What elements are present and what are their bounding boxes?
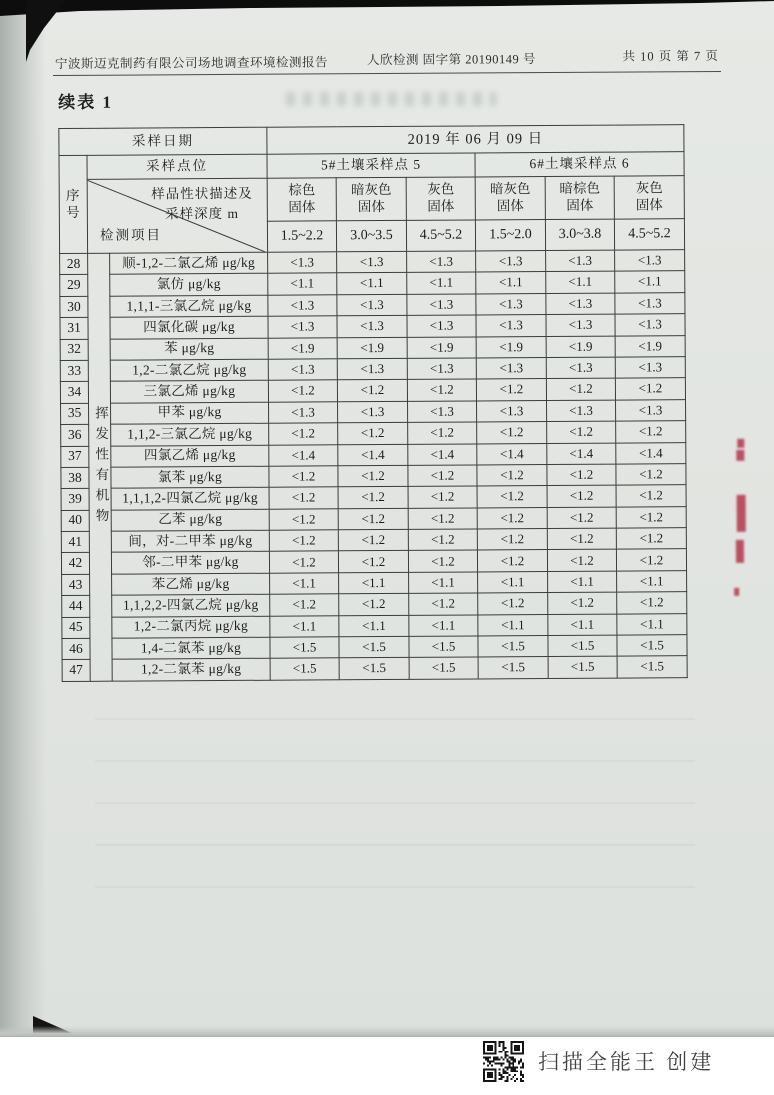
item-name-cell: 氯苯 μg/kg xyxy=(111,466,269,488)
corner-bottom-label: 检测项目 xyxy=(99,227,163,243)
result-value-cell: <1.4 xyxy=(477,443,547,465)
category-cell: 挥发性有机物 xyxy=(88,253,113,681)
row-number-cell: 28 xyxy=(60,253,88,275)
result-value-cell: <1.2 xyxy=(547,528,616,550)
result-value-cell: <1.2 xyxy=(338,422,408,444)
sampling-point-label-cell: 采样点位 xyxy=(87,154,267,179)
sample-depth-cell: 1.5~2.0 xyxy=(475,220,545,251)
page-count-text: 共 10 页 第 7 页 xyxy=(622,48,719,64)
result-value-cell: <1.2 xyxy=(547,464,616,486)
sampling-date-label-cell: 采样日期 xyxy=(59,127,267,155)
result-value-cell: <1.1 xyxy=(476,272,546,294)
result-value-cell: <1.1 xyxy=(546,271,615,293)
result-value-cell: <1.5 xyxy=(617,635,687,657)
result-value-cell: <1.1 xyxy=(339,615,409,637)
result-value-cell: <1.1 xyxy=(409,615,478,637)
result-value-cell: <1.1 xyxy=(270,573,339,595)
result-value-cell: <1.3 xyxy=(337,294,407,316)
result-value-cell: <1.2 xyxy=(408,422,477,444)
sample-depth-cell: 4.5~5.2 xyxy=(614,219,684,250)
item-name-cell: 甲苯 μg/kg xyxy=(111,402,269,424)
result-value-cell: <1.1 xyxy=(270,615,339,637)
result-value-cell: <1.2 xyxy=(269,530,338,552)
result-value-cell: <1.3 xyxy=(546,357,615,379)
corner-top-label xyxy=(151,184,253,225)
result-value-cell: <1.2 xyxy=(408,508,477,530)
point-group-6-cell: 6#土壤采样点 6 xyxy=(475,152,684,177)
sample-depth-cell: 3.0~3.5 xyxy=(336,220,406,251)
result-value-cell: <1.5 xyxy=(270,658,339,680)
item-name-cell: 1,2-二氯苯 μg/kg xyxy=(112,659,270,681)
result-value-cell: <1.3 xyxy=(337,316,407,338)
result-value-cell: <1.5 xyxy=(478,657,548,679)
item-name-cell: 三氯乙烯 μg/kg xyxy=(110,381,268,403)
result-value-cell: <1.4 xyxy=(269,444,338,466)
result-value-cell: <1.3 xyxy=(546,250,615,272)
result-value-cell: <1.2 xyxy=(547,485,616,507)
sample-description-cell: 灰色 固体 xyxy=(406,177,475,220)
result-value-cell: <1.3 xyxy=(616,399,686,421)
item-name-cell: 苯乙烯 μg/kg xyxy=(112,573,270,595)
result-value-cell: <1.2 xyxy=(408,486,477,508)
sample-depth-cell: 1.5~2.2 xyxy=(267,221,336,252)
item-name-cell: 1,2-二氯丙烷 μg/kg xyxy=(112,616,270,638)
row-number-cell: 30 xyxy=(60,296,88,318)
result-value-cell: <1.3 xyxy=(268,359,337,381)
result-value-cell: <1.9 xyxy=(476,336,546,358)
result-value-cell: <1.9 xyxy=(268,337,337,359)
table-row xyxy=(62,656,687,681)
result-value-cell: <1.1 xyxy=(617,571,687,593)
result-value-cell: <1.4 xyxy=(616,442,686,464)
result-value-cell: <1.2 xyxy=(269,423,338,445)
item-name-cell: 乙苯 μg/kg xyxy=(111,509,269,531)
row-number-cell: 40 xyxy=(61,510,89,532)
row-number-cell: 42 xyxy=(61,553,89,575)
result-value-cell: <1.4 xyxy=(408,443,477,465)
result-value-cell: <1.1 xyxy=(617,613,687,635)
result-value-cell: <1.3 xyxy=(476,251,546,273)
result-value-cell: <1.3 xyxy=(268,295,337,317)
row-number-cell: 37 xyxy=(61,446,89,468)
row-number-cell: 43 xyxy=(62,574,90,596)
result-value-cell: <1.2 xyxy=(616,464,686,486)
row-number-cell: 41 xyxy=(61,531,89,553)
row-number-cell: 33 xyxy=(60,360,88,382)
result-value-cell: <1.3 xyxy=(615,357,685,379)
result-value-cell: <1.2 xyxy=(338,529,408,551)
result-value-cell: <1.2 xyxy=(338,551,408,573)
result-value-cell: <1.3 xyxy=(546,293,615,315)
result-value-cell: <1.2 xyxy=(547,550,616,572)
result-value-cell: <1.2 xyxy=(338,508,408,530)
item-name-cell: 氯仿 μg/kg xyxy=(110,274,268,296)
result-value-cell: <1.3 xyxy=(338,401,408,423)
result-value-cell: <1.2 xyxy=(339,594,409,616)
result-value-cell: <1.5 xyxy=(548,657,617,679)
result-value-cell: <1.9 xyxy=(546,336,615,358)
sample-description-cell: 暗棕色 固体 xyxy=(545,176,614,219)
scanner-footer xyxy=(0,1037,774,1095)
result-value-cell: <1.2 xyxy=(616,549,686,571)
sampling-date-value-cell: 2019 年 06 月 09 日 xyxy=(267,125,684,155)
result-value-cell: <1.1 xyxy=(548,614,617,636)
result-value-cell: <1.2 xyxy=(268,380,337,402)
item-name-cell: 间，对-二甲苯 μg/kg xyxy=(111,530,269,552)
item-name-cell: 顺-1,2-二氯乙烯 μg/kg xyxy=(110,252,268,274)
sampling-date-row xyxy=(59,125,684,156)
result-value-cell: <1.1 xyxy=(268,273,337,295)
row-number-cell: 35 xyxy=(61,403,89,425)
result-value-cell: <1.2 xyxy=(616,528,686,550)
result-value-cell: <1.2 xyxy=(616,506,686,528)
red-stamp-fragment xyxy=(736,450,744,461)
result-value-cell: <1.2 xyxy=(408,529,477,551)
item-name-cell: 1,1,2-三氯乙烷 μg/kg xyxy=(111,423,269,445)
sample-description-cell: 灰色 固体 xyxy=(614,176,684,219)
result-value-cell: <1.2 xyxy=(338,487,408,509)
result-value-cell: <1.3 xyxy=(337,251,407,273)
result-value-cell: <1.4 xyxy=(338,444,408,466)
item-name-cell: 四氯化碳 μg/kg xyxy=(110,316,268,338)
result-value-cell: <1.3 xyxy=(615,292,685,314)
result-value-cell: <1.2 xyxy=(615,378,685,400)
result-value-cell: <1.3 xyxy=(476,357,546,379)
result-value-cell: <1.3 xyxy=(615,314,685,336)
result-value-cell: <1.5 xyxy=(548,635,617,657)
result-value-cell: <1.5 xyxy=(617,656,687,678)
result-value-cell: <1.1 xyxy=(407,272,476,294)
item-name-cell: 1,4-二氯苯 μg/kg xyxy=(112,637,270,659)
row-number-cell: 45 xyxy=(62,617,90,639)
result-value-cell: <1.3 xyxy=(407,294,476,316)
result-value-cell: <1.1 xyxy=(548,571,617,593)
item-name-cell: 苯 μg/kg xyxy=(110,338,268,360)
seq-header-cell: 序 号 xyxy=(59,155,88,253)
row-number-cell: 46 xyxy=(62,638,90,660)
result-value-cell: <1.3 xyxy=(477,400,547,422)
result-value-cell: <1.3 xyxy=(268,252,337,274)
diagonal-header-cell xyxy=(87,178,267,253)
result-value-cell: <1.9 xyxy=(407,337,476,359)
row-number-cell: 32 xyxy=(60,339,88,361)
result-value-cell: <1.1 xyxy=(478,571,548,593)
result-value-cell: <1.2 xyxy=(409,593,478,615)
result-value-cell: <1.3 xyxy=(268,316,337,338)
point-group-5-cell: 5#土壤采样点 5 xyxy=(267,153,475,178)
result-value-cell: <1.1 xyxy=(615,271,685,293)
item-name-cell: 1,1,2,2-四氯乙烷 μg/kg xyxy=(112,594,270,616)
result-value-cell: <1.3 xyxy=(407,315,476,337)
result-value-cell: <1.2 xyxy=(547,507,616,529)
result-value-cell: <1.2 xyxy=(548,592,617,614)
result-value-cell: <1.5 xyxy=(339,658,409,680)
result-value-cell: <1.5 xyxy=(409,657,478,679)
item-name-cell: 1,2-二氯乙烷 μg/kg xyxy=(110,359,268,381)
result-value-cell: <1.2 xyxy=(477,550,547,572)
result-value-cell: <1.3 xyxy=(407,358,476,380)
row-number-cell: 36 xyxy=(61,424,89,446)
running-header xyxy=(53,48,721,72)
result-value-cell: <1.5 xyxy=(478,636,548,658)
report-number-text: 人欣检测 固字第 20190149 号 xyxy=(366,52,536,68)
result-value-cell: <1.2 xyxy=(477,529,547,551)
result-value-cell: <1.2 xyxy=(478,593,548,615)
red-stamp-fragment xyxy=(734,588,739,596)
result-value-cell: <1.4 xyxy=(547,443,616,465)
sample-description-row xyxy=(59,176,684,223)
result-value-cell: <1.2 xyxy=(269,551,338,573)
result-value-cell: <1.2 xyxy=(477,422,547,444)
result-value-cell: <1.2 xyxy=(338,465,408,487)
sample-description-cell: 棕色 固体 xyxy=(267,178,336,221)
result-value-cell: <1.2 xyxy=(546,378,615,400)
sample-depth-cell: 3.0~3.8 xyxy=(545,219,614,250)
scanner-app-label: 扫描全能王 创建 xyxy=(538,1050,715,1074)
results-tbody xyxy=(59,125,687,682)
result-value-cell: <1.2 xyxy=(337,380,407,402)
result-value-cell: <1.2 xyxy=(270,594,339,616)
red-stamp-fragment xyxy=(736,540,744,563)
row-number-cell: 38 xyxy=(61,467,89,489)
result-value-cell: <1.2 xyxy=(407,379,476,401)
results-table xyxy=(58,124,687,682)
qr-code-icon xyxy=(483,1041,524,1082)
result-value-cell: <1.2 xyxy=(269,466,338,488)
result-value-cell: <1.2 xyxy=(616,421,686,443)
result-value-cell: <1.9 xyxy=(615,335,685,357)
item-name-cell: 1,1,1,2-四氯乙烷 μg/kg xyxy=(111,488,269,510)
result-value-cell: <1.3 xyxy=(407,251,476,273)
sample-description-cell: 暗灰色 固体 xyxy=(336,177,406,220)
corner-top-label-line2: 采样深度 m xyxy=(165,206,240,222)
row-number-cell: 34 xyxy=(60,382,88,404)
corner-top-label-line1: 样品性状描述及 xyxy=(151,185,253,202)
result-value-cell: <1.3 xyxy=(615,250,685,272)
result-value-cell: <1.3 xyxy=(476,293,546,315)
result-value-cell: <1.3 xyxy=(547,400,616,422)
result-value-cell: <1.1 xyxy=(337,273,407,295)
result-value-cell: <1.5 xyxy=(339,636,409,658)
result-value-cell: <1.2 xyxy=(477,486,547,508)
result-value-cell: <1.5 xyxy=(270,637,339,659)
result-value-cell: <1.2 xyxy=(476,379,546,401)
result-value-cell: <1.2 xyxy=(616,485,686,507)
red-stamp-fragment xyxy=(737,439,744,448)
result-value-cell: <1.2 xyxy=(547,421,616,443)
result-value-cell: <1.2 xyxy=(269,487,338,509)
result-value-cell: <1.3 xyxy=(408,401,477,423)
result-value-cell: <1.3 xyxy=(476,315,546,337)
item-name-cell: 邻-二甲苯 μg/kg xyxy=(111,552,269,574)
row-number-cell: 47 xyxy=(62,660,90,682)
result-value-cell: <1.2 xyxy=(617,592,687,614)
result-value-cell: <1.3 xyxy=(546,314,615,336)
result-value-cell: <1.1 xyxy=(339,572,409,594)
item-name-cell: 四氯乙烯 μg/kg xyxy=(111,445,269,467)
report-title-text: 宁波斯迈克制药有限公司场地调查环境检测报告 xyxy=(54,55,328,72)
row-number-cell: 31 xyxy=(60,317,88,339)
item-name-cell: 1,1,1-三氯乙烷 μg/kg xyxy=(110,295,268,317)
result-value-cell: <1.2 xyxy=(408,550,477,572)
result-value-cell: <1.2 xyxy=(408,465,477,487)
result-value-cell: <1.2 xyxy=(477,507,547,529)
result-value-cell: <1.2 xyxy=(269,508,338,530)
result-value-cell: <1.3 xyxy=(337,358,407,380)
red-stamp-fragment xyxy=(737,495,746,532)
table-title: 续表 1 xyxy=(58,92,113,113)
result-value-cell: <1.5 xyxy=(409,636,478,658)
row-number-cell: 44 xyxy=(62,596,90,618)
sample-depth-cell: 4.5~5.2 xyxy=(406,220,475,251)
result-value-cell: <1.1 xyxy=(409,572,478,594)
result-value-cell: <1.3 xyxy=(269,402,338,424)
sample-description-cell: 暗灰色 固体 xyxy=(475,177,545,220)
row-number-cell: 29 xyxy=(60,275,88,297)
result-value-cell: <1.9 xyxy=(337,337,407,359)
result-value-cell: <1.2 xyxy=(477,464,547,486)
header-rule xyxy=(53,71,721,76)
result-value-cell: <1.1 xyxy=(478,614,548,636)
row-number-cell: 39 xyxy=(61,489,89,511)
